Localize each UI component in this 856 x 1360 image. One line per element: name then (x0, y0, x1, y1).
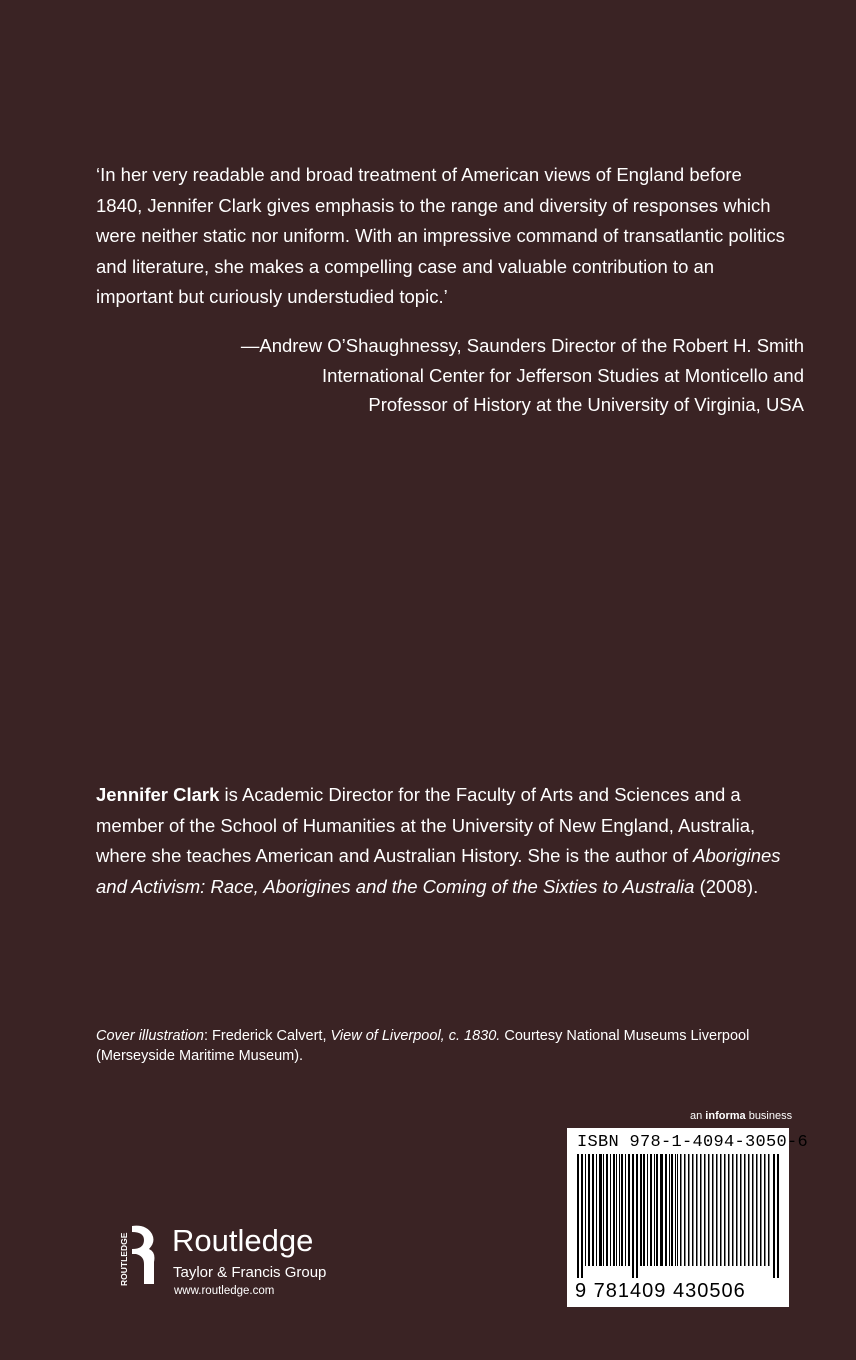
informa-tagline: an informa business (690, 1110, 793, 1122)
attribution-line: Professor of History at the University of Virginia, USA (368, 394, 804, 415)
book-title: Aborigines and Activism: Race, Aborigines and the Coming of the Sixties to Australia (96, 845, 781, 897)
endorsement-quote: ‘In her very readable and broad treatment of American views of England before 1840, Jennifer Clark gives emphasis to the range and diversity of responses which were neither static nor uniform. With an impressive command of transatlantic politics and literature, she makes a compelling case and valuable contribution to an important but curiously understudied topic.’ (96, 164, 785, 307)
routledge-logo-icon (116, 1222, 162, 1288)
credit-courtesy: Courtesy National Museums Liverpool (Merseyside Maritime Museum). (96, 1028, 750, 1064)
attribution-line: —Andrew O’Shaughnessy, Saunders Director of the Robert H. Smith (240, 335, 804, 356)
credit-label: Cover illustration (96, 1028, 204, 1044)
logo-vertical-text: ROUTLEDGE (119, 1232, 129, 1286)
bio-text: is Academic Director for the Faculty of Arts and Sciences and a member of the School of Humanities at the University of New England, Australia, where she teaches American and Australian History. She is the author of (96, 784, 756, 866)
author-bio (96, 780, 808, 902)
attribution-line: International Center for Jefferson Studies at Monticello and (322, 364, 804, 386)
informa-brand: informa (705, 1110, 746, 1122)
isbn-label: ISBN 978-1-4094-3050-6 (577, 1133, 809, 1152)
publisher-block (116, 1222, 376, 1302)
barcode-icon (575, 1154, 781, 1278)
isbn-barcode (567, 1128, 809, 1307)
endorsement-attribution (204, 331, 804, 420)
publisher-url[interactable]: www.routledge.com (174, 1285, 275, 1297)
publisher-group: Taylor & Francis Group (173, 1264, 327, 1281)
cover-credit (96, 1026, 806, 1066)
publisher-name: Routledge (172, 1223, 314, 1258)
bio-text-end: (2008). (694, 875, 759, 897)
barcode-digits: 9 781409 430506 (575, 1280, 746, 1302)
author-name: Jennifer Clark (96, 784, 220, 805)
artwork-title: View of Liverpool, c. 1830. (330, 1028, 501, 1044)
credit-text: : Frederick Calvert, (204, 1028, 331, 1044)
